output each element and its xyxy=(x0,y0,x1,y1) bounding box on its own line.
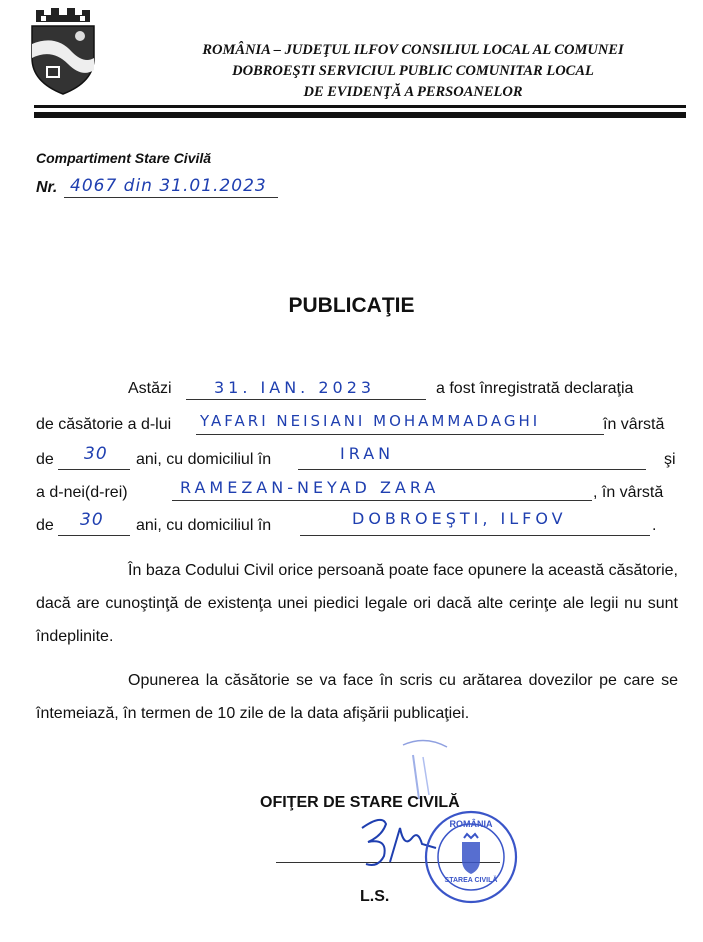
groom-name-underline xyxy=(196,434,604,435)
stamp-top-text: ROMÂNIA xyxy=(449,819,493,829)
bride-domicile: DOBROEŞTI, ILFOV xyxy=(352,509,567,528)
bride-prefix: a d-nei(d-rei) xyxy=(36,484,128,501)
official-stamp-icon xyxy=(422,808,520,906)
registration-number: 4067 din 31.01.2023 xyxy=(70,176,267,196)
groom-domicile-underline xyxy=(298,469,646,470)
domicile-label-2: ani, cu domiciliul în xyxy=(136,517,272,534)
nr-label: Nr. xyxy=(36,179,58,196)
compartment-label: Compartiment Stare Civilă xyxy=(36,150,212,166)
de-label-2: de xyxy=(36,517,54,534)
bride-age-label: , în vârstă xyxy=(593,484,664,501)
groom-name: YAFARI NEISIANI MOHAMMADAGHI xyxy=(200,412,541,430)
line-end-period: . xyxy=(652,517,657,534)
bride-age: 30 xyxy=(80,510,104,530)
header-line-1: ROMÂNIA – JUDEŢUL ILFOV CONSILIUL LOCAL AL COMUNEI xyxy=(202,42,624,58)
bride-name-underline xyxy=(172,500,592,501)
ls-label: L.S. xyxy=(360,888,390,905)
declared-text: a fost înregistrată declaraţia xyxy=(436,380,634,397)
astazi-label: Astăzi xyxy=(128,380,172,397)
groom-age-underline xyxy=(58,469,130,470)
bride-age-underline xyxy=(58,535,130,536)
groom-age-label: în vârstă xyxy=(603,416,665,433)
opposition-right-paragraph: În baza Codului Civil orice persoană poate face opunere la această căsătorie, dacă are cunoştinţă de existenţa unei piedici legale ori dacă alte cerinţe ale legii nu sunt îndeplinite. xyxy=(36,562,678,645)
stamp-bottom-text: STAREA CIVILĂ xyxy=(444,877,498,884)
domicile-label-1: ani, cu domiciliul în xyxy=(136,451,272,468)
opposition-procedure-paragraph: Opunerea la căsătorie se va face în scris cu arătarea dovezilor pe care se întemeiază, în termen de 10 zile de la data afişării publicaţiei. xyxy=(36,672,678,722)
bride-domicile-underline xyxy=(300,535,650,536)
groom-domicile: IRAN xyxy=(340,444,395,463)
registration-date: 31. IAN. 2023 xyxy=(214,378,376,397)
header-divider-thin xyxy=(34,105,686,108)
header-divider-thick xyxy=(34,112,686,118)
de-label-1: de xyxy=(36,451,54,468)
groom-prefix: de căsătorie a d-lui xyxy=(36,416,172,433)
document-title: PUBLICAŢIE xyxy=(288,294,415,317)
coat-of-arms-icon xyxy=(26,4,100,96)
officer-label: OFIŢER DE STARE CIVILĂ xyxy=(260,794,460,811)
institution-header xyxy=(118,40,703,103)
nr-underline xyxy=(64,197,278,198)
groom-age: 30 xyxy=(84,444,108,464)
bride-name: RAMEZAN-NEYAD ZARA xyxy=(180,478,440,497)
si-label: şi xyxy=(664,451,676,468)
date-underline xyxy=(186,399,426,400)
header-line-3: DE EVIDENŢĂ A PERSOANELOR xyxy=(303,84,523,100)
header-line-2: DOBROEŞTI SERVICIUL PUBLIC COMUNITAR LOCAL xyxy=(232,63,594,79)
